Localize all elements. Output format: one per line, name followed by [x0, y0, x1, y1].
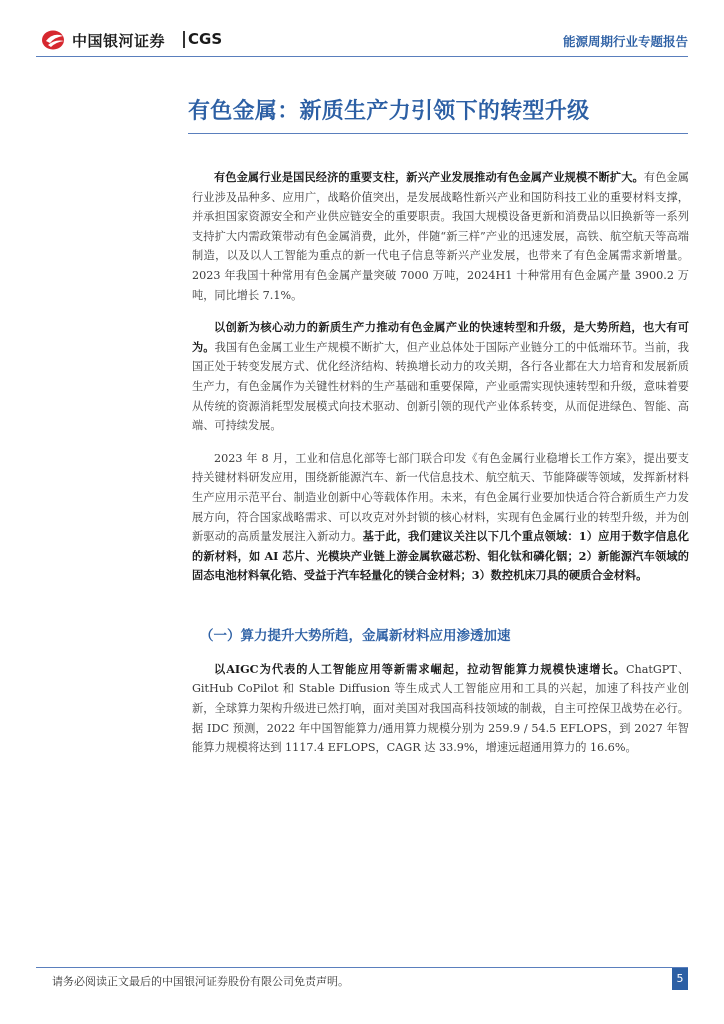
paragraph-4 — [192, 660, 689, 758]
brand-name-en: CGS — [188, 30, 223, 48]
cgs-logo-icon — [41, 29, 67, 51]
paragraph-2 — [192, 318, 689, 436]
paragraph-3-text: 2023 年 8 月，工业和信息化部等七部门联合印发《有色金属行业稳增长工作方案》，提出要支持关键材料研发应用，围绕新能源汽车、新一代信息技术、航空航天、节能降碳等领域，发挥新材料生产应用示范平台、制造业创新中心等载体作用。未来，有色金属行业要加快适合符合新质生产力发展方向，符合国家战略需求、可以攻克对外封锁的核心材料，实现有色金属行业的转型升级，并为创新驱动的高质量发展注入新动力。 — [192, 451, 689, 544]
report-type: 能源周期行业专题报告 — [562, 34, 688, 49]
section-title: 有色金属：新质生产力引领下的转型升级 — [188, 98, 590, 124]
paragraph-1-lead: 有色金属行业是国民经济的重要支柱，新兴产业发展推动有色金属产业规模不断扩大。 — [214, 170, 644, 184]
paragraph-2-lead: 以创新为核心动力的新质生产力推动有色金属产业的快速转型和升级，是大势所趋，也大有可为。 — [192, 320, 689, 354]
header-divider — [36, 56, 688, 57]
paragraph-3 — [192, 449, 689, 586]
report-body — [192, 168, 689, 771]
brand-separator — [183, 31, 185, 48]
paragraph-3-recommendation: 基于此，我们建议关注以下几个重点领域：1）应用于数字信息化的新材料，如 AI 芯片、光模块产业链上游金属软磁芯粉、钼化钛和磷化铟；2）新能源汽车领域的固态电池材料氧化锆、受益于汽车轻量化的镁合金材料；3）数控机床刀具的硬质合金材料。 — [192, 529, 689, 583]
paragraph-1-text: 有色金属行业涉及品种多、应用广，战略价值突出，是发展战略性新兴产业和国防科技工业的重要材料支撑，并承担国家资源安全和产业供应链安全的重要职责。我国大规模设备更新和消费品以旧换新等一系列支持扩大内需政策带动有色金属消费，此外，伴随“新三样”产业的迅速发展，高铁、航空航天等高端制造，以及以人工智能为重点的新一代电子信息等新兴产业发展，也带来了有色金属需求新增量。2023 年我国十种常用有色金属产量突破 7000 万吨，2024H1 十种常用有色金属产量 3900.2 万吨，同比增长 7.1%。 — [192, 171, 689, 302]
title-divider — [188, 133, 688, 134]
paragraph-4-lead: 以AIGC为代表的人工智能应用等新需求崛起，拉动智能算力规模快速增长。 — [214, 661, 626, 676]
brand-name-cn: 中国银河证券 — [72, 32, 166, 50]
page-number: 5 — [672, 968, 688, 990]
paragraph-4-text: ChatGPT、GitHub CoPilot 和 Stable Diffusion 等生成式人工智能应用和工具的兴起，加速了科技产业创新，全球算力架构升级进已然打响，面对美国对我国高科技领域的制裁，自主可控保卫战势在必行。据 IDC 预测，2022 年中国智能算力/通用算力规模分别为 259.9 / 54.5 EFLOPS，到 2027 年智能算力规模将达到 1117.4 EFLOPS，CAGR 达 33.9%，增速远超通用算力的 16.6%。 — [192, 662, 690, 755]
subsection-heading: （一）算力提升大势所趋，金属新材料应用渗透加速 — [200, 627, 511, 644]
page-header — [0, 0, 724, 70]
disclaimer-note: 请务必阅读正文最后的中国银河证券股份有限公司免责声明。 — [52, 975, 349, 988]
paragraph-1 — [192, 168, 689, 305]
footer-divider — [36, 967, 688, 968]
paragraph-2-text: 我国有色金属工业生产规模不断扩大，但产业总体处于国际产业链分工的中低端环节。当前，我国正处于转变发展方式、优化经济结构、转换增长动力的攻关期，各行各业都在大力培育和发展新质生产力，有色金属作为关键性材料的生产基础和重要保障，产业亟需实现快速转型和升级，意味着要从传统的资源消耗型发展模式向技术驱动、创新引领的现代产业体系转变，从而促进绿色、智能、高端、可持续发展。 — [192, 340, 689, 433]
